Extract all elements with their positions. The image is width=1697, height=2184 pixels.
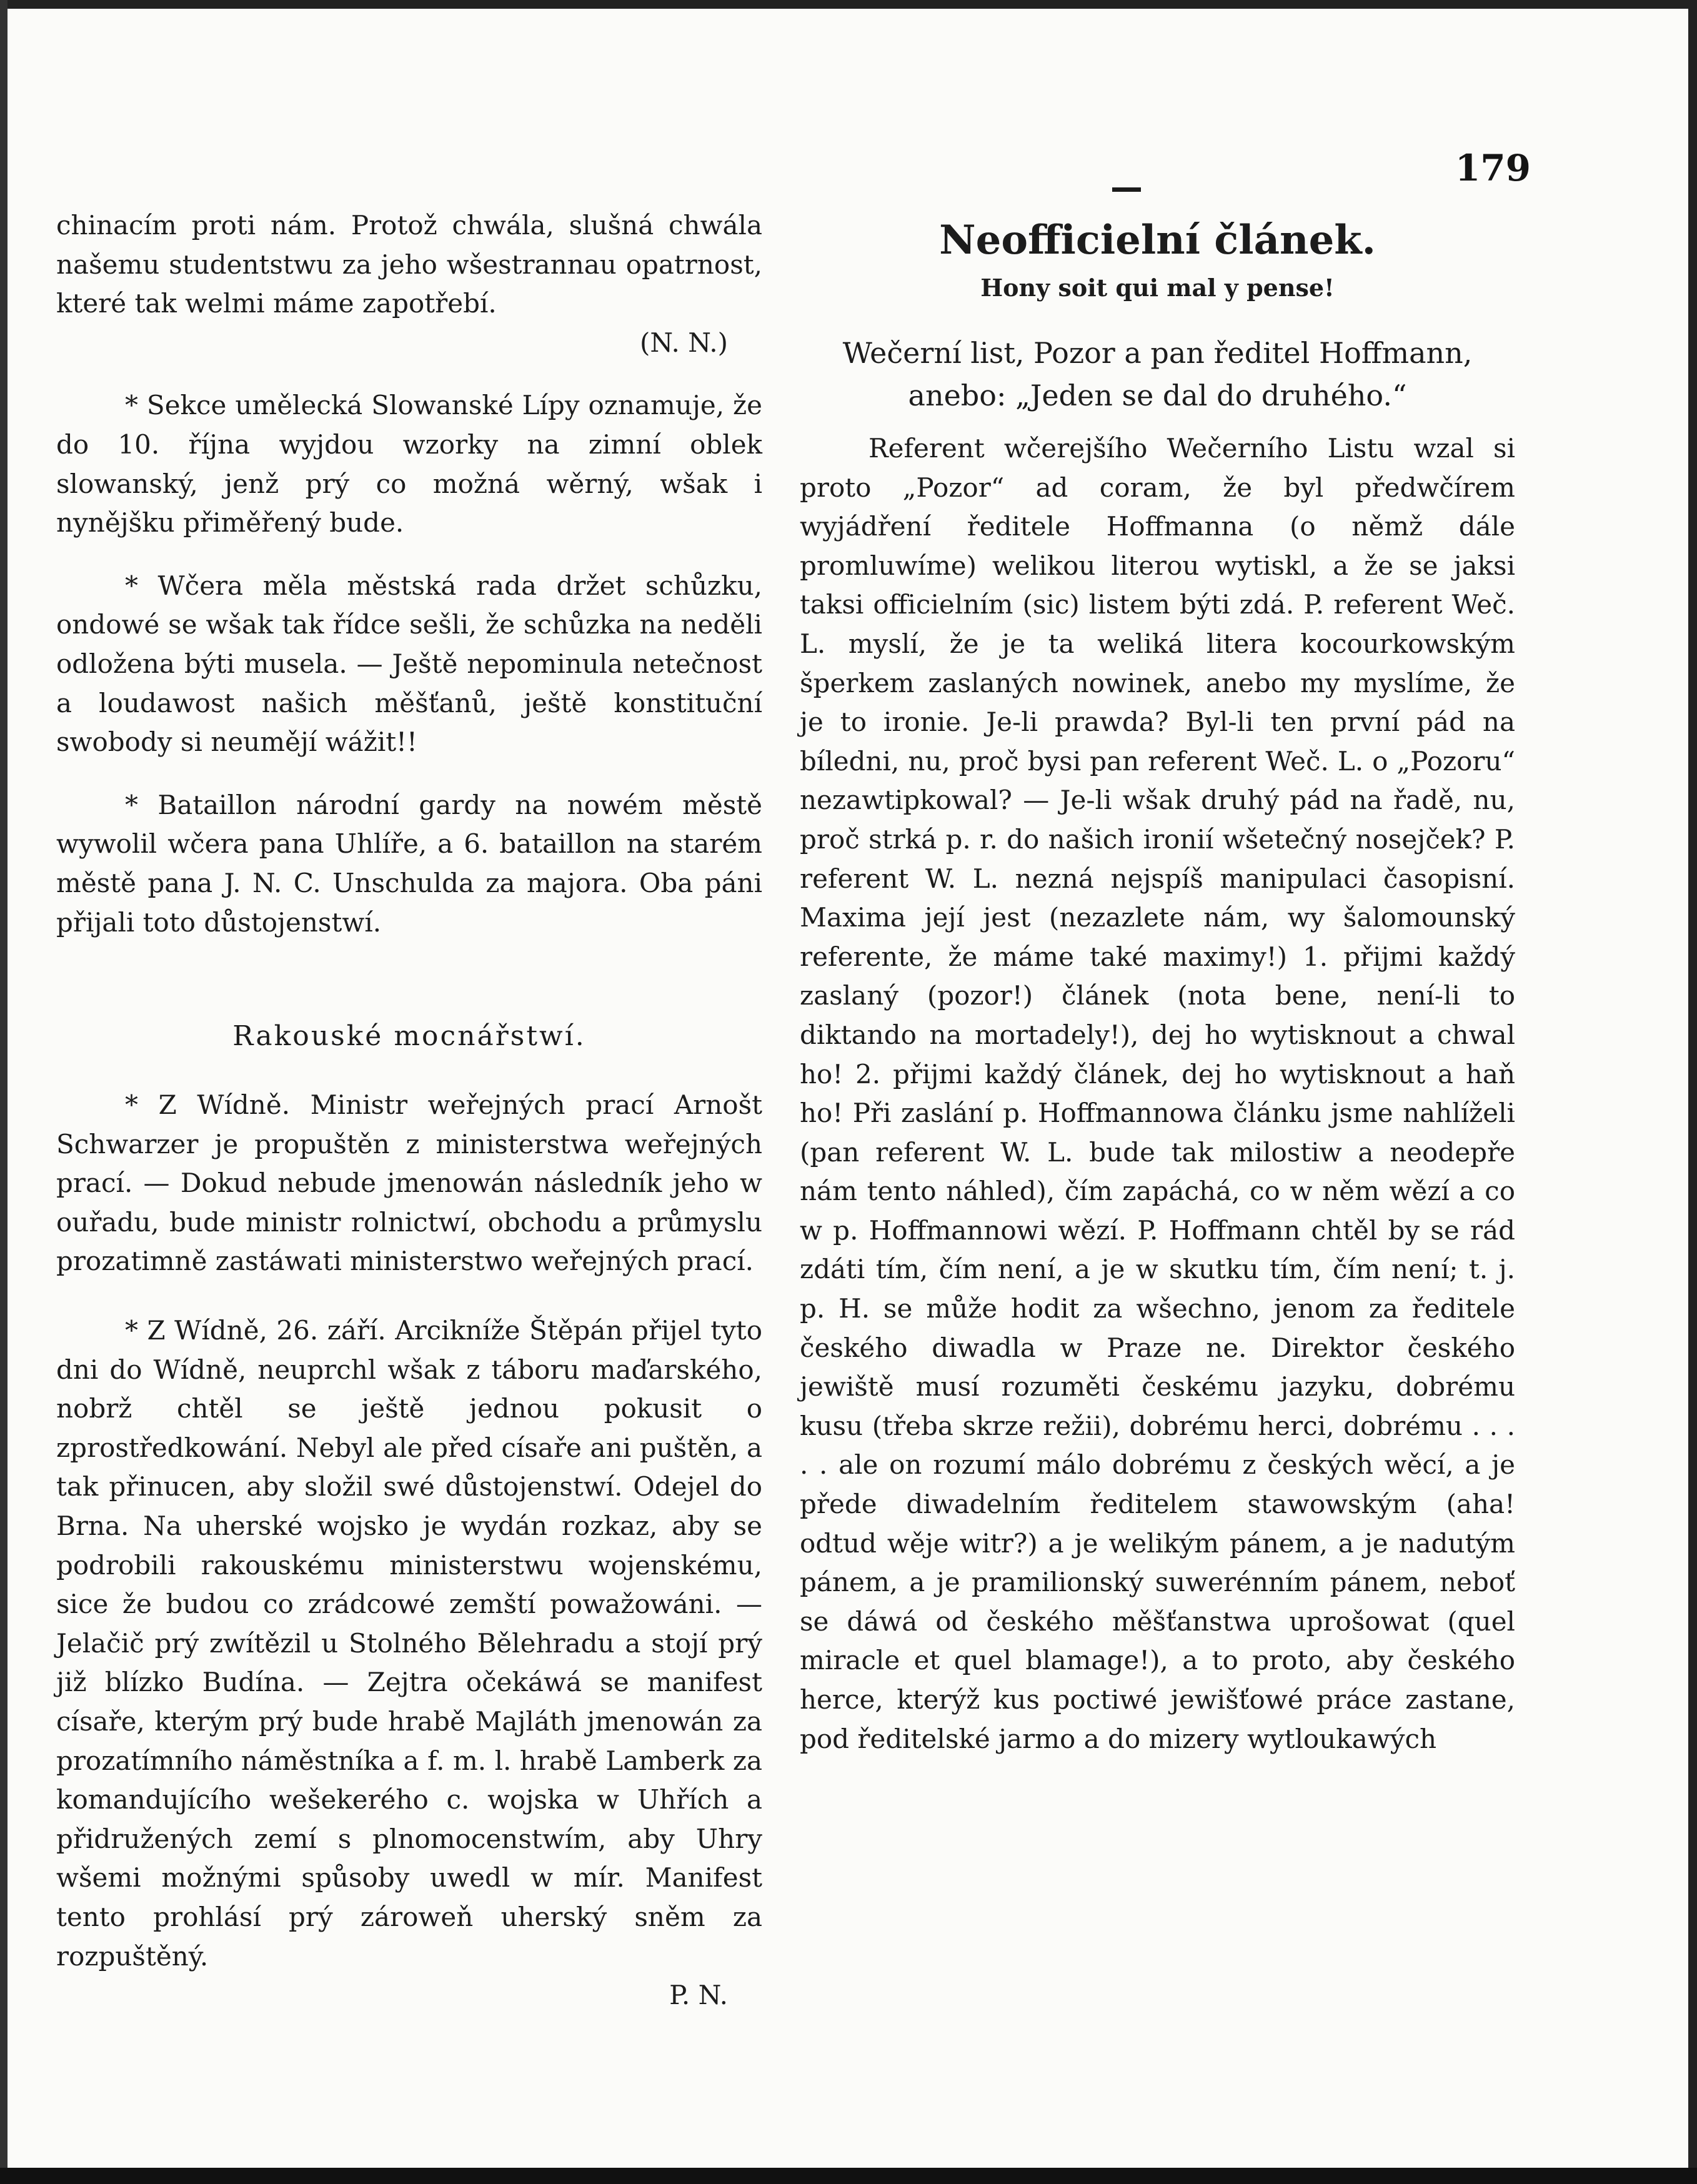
article-headline: Wečerní list, Pozor a pan ředitel Hoffmann,	[842, 336, 1473, 370]
signature-nn: (N. N.)	[640, 327, 728, 358]
scan-border-bottom	[0, 2168, 1697, 2184]
scan-border-top	[0, 0, 1697, 9]
left-column	[56, 206, 762, 2015]
right-column	[800, 216, 1515, 1759]
section-title: Rakouské mocnářstwí.	[232, 1020, 586, 1053]
article-body: Referent wčerejšího Wečerního Listu wzal si proto „Pozor“ ad coram, že byl předwčírem wyjádření ředitele Hoffmanna (o němž dále promluwíme) welikou literou wytiskl, a že se jaksi taksi officielním (sic) listem býti zdá. P. referent Weč. L. myslí, že je ta weliká litera kocourkowským šperkem zaslaných nowinek, anebo my myslíme, že je to ironie. Je-li prawda? Byl-li ten první pád na bíledni, nu, proč bysi pan referent Weč. L. o „Pozoru“ nezawtipkowal? — Je-li wšak druhý pád na řadě, nu, proč strká p. r. do našich ironií wšetečný nosejček? P. referent W. L. nezná nejspíš manipulaci časopisní. Maxima její jest (nezazlete nám, wy šalomounský referente, že máme také maximy!) 1. přijmi každý zaslaný (pozor!) článek (nota bene, není-li to diktando na mortadely!), dej ho wytisknout a chwal ho! 2. přijmi každý článek, dej ho wytisknout a haň ho! Při zaslání p. Hoffmannowa článku jsme nahlíželi (pan referent W. L. bude tak milostiw a neodepře nám tento náhled), čím zapáchá, co w něm wězí a co w p. Hoffmannowi wězí. P. Hoffmann chtěl by se rád zdáti tím, čím není, a je w skutku tím, čím není; t. j. p. H. se může hodit za wšechno, jenom za ředitele českého diwadla w Praze ne. Direktor českého jewiště musí rozuměti českému jazyku, dobrému kusu (třeba skrze režii), dobrému herci, dobrému . . . . . ale on rozumí málo dobrému z českých wěcí, a je přede diwadelním ředitelem stawowským (aha! odtud wěje witr?) a je welikým pánem, a je nadutým pánem, a je pramilionský suwerénním pánem, neboť se dáwá od českého měšťanstwa uprošowat (quel miracle et quel blamage!), a to proto, aby českého herce, kterýž kus poctiwé jewišťowé práce zastane, pod ředitelské jarmo a do mizery wytloukawých	[800, 433, 1515, 1754]
article-subheadline: anebo: „Jeden se dal do druhého.“	[908, 379, 1407, 412]
news-item-widen-arcikniže: * Z Wídně, 26. září. Arcikníže Štěpán přijel tyto dni do Wídně, neuprchl wšak z táboru maďarského, nobrž chtěl se ještě jednou pokusit o zprostředkowání. Nebyl ale před císaře ani puštěn, a tak přinucen, aby složil swé důstojenstwí. Odejel do Brna. Na uherské wojsko je wydán rozkaz, aby se podrobili rakouskému ministerstwu wojenskému, sice že budou co zrádcowé zemští powažowáni. — Jelačič prý zwítězil u Stolného Bělehradu a stojí prý již blízko Budína. — Zejtra očekáwá se manifest císaře, kterým prý bude hrabě Majláth jmenowán za prozatímního náměstníka a f. m. l. hrabě Lamberk za komandujícího wešekerého c. wojska w Uhřích a přidružených zemí s plnomocenstwím, aby Uhry wšemi možnými spůsoby uwedl w mír. Manifest tento prohlásí prý zároweň uherský sněm za rozpuštěný.	[56, 1315, 762, 1972]
news-item-mestska-rada: * Wčera měla městská rada držet schůzku, ondowé se wšak tak řídce sešli, že schůzka na neděli odložena býti musela. — Ještě nepominula netečnost a loudawost našich měšťanů, ještě konstituční swobody si neumějí wážit!!	[56, 570, 762, 758]
column-dash-mark	[1112, 187, 1141, 192]
news-item-bataillon: * Bataillon národní gardy na nowém městě wywolil wčera pana Uhlíře, a 6. bataillon na starém městě pana J. N. C. Unschulda za majora. Oba páni přijali toto důstojenstwí.	[56, 789, 762, 938]
continued-paragraph: chinacím proti nám. Protož chwála, slušná chwála našemu studentstwu za jeho wšestrannau opatrnost, které tak welmi máme zapotřebí.	[56, 210, 762, 319]
news-item-widen-ministr: * Z Wídně. Ministr weřejných prací Arnošt Schwarzer je propuštěn z ministerstwa weřejných prací. — Dokud nebude jmenowán následník jeho w ouřadu, bude ministr rolnictwí, obchodu a průmyslu prozatimně zastáwati ministerstwo weřejných prací.	[56, 1090, 762, 1277]
article-motto: Hony soit qui mal y pense!	[980, 274, 1335, 302]
scan-border-right	[1688, 0, 1697, 2184]
signature-pn: P. N.	[669, 1980, 728, 2011]
news-item-sekce: * Sekce umělecká Slowanské Lípy oznamuje, že do 10. října wyjdou wzorky na zimní oblek slowanský, jenž prý co možná wěrný, wšak i nynějšku přiměřený bude.	[56, 390, 762, 539]
article-title: Neofficielní článek.	[939, 217, 1376, 264]
scan-border-left	[0, 0, 7, 2184]
page-number: 179	[1455, 147, 1531, 189]
